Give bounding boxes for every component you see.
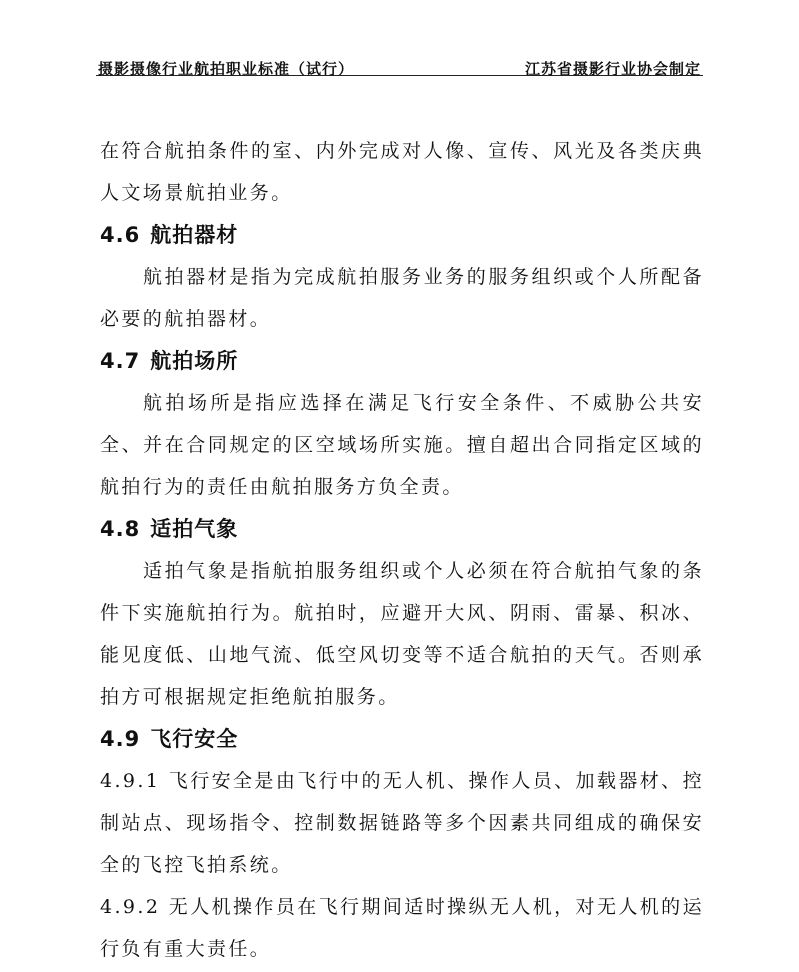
section-heading-4-9 [100,718,704,760]
section-title: 航拍器材 [150,223,239,247]
section-title: 航拍场所 [150,349,239,373]
section-number: 4.6 [100,223,141,247]
section-4-8-text: 适拍气象是指航拍服务组织或个人必须在符合航拍气象的条件下实施航拍行为。航拍时，应避开大风、阴雨、雷暴、积冰、能见度低、山地气流、低空风切变等不适合航拍的天气。否则承拍方可根据规定拒绝航拍服务。 [100,560,704,708]
section-title: 适拍气象 [150,517,239,541]
section-heading-4-6 [100,214,704,256]
section-heading-4-8 [100,508,704,550]
header-issuer: 江苏省摄影行业协会制定 [524,60,701,78]
section-number: 4.9 [100,727,141,751]
section-number: 4.7 [100,349,141,373]
header-divider [96,75,703,76]
section-4-7-text: 航拍场所是指应选择在满足飞行安全条件、不威胁公共安全、并在合同规定的区空域场所实施。擅自超出合同指定区域的航拍行为的责任由航拍服务方负全责。 [100,392,704,498]
section-4-6-text: 航拍器材是指为完成航拍服务业务的服务组织或个人所配备必要的航拍器材。 [100,266,704,330]
section-title: 飞行安全 [150,727,239,751]
clause-4-9-2: 4.9.2 无人机操作员在飞行期间适时操纵无人机，对无人机的运行负有重大责任。 [100,896,704,960]
clause-4-9-1: 4.9.1 飞行安全是由飞行中的无人机、操作人员、加载器材、控制站点、现场指令、控制数据链路等多个因素共同组成的确保安全的飞控飞拍系统。 [100,770,704,876]
document-body [100,130,704,970]
section-heading-4-7 [100,340,704,382]
paragraph-continued: 在符合航拍条件的室、内外完成对人像、宣传、风光及各类庆典人文场景航拍业务。 [100,140,704,204]
page-header [96,40,703,80]
header-standard-title: 摄影摄像行业航拍职业标准（试行） [98,60,355,78]
section-number: 4.8 [100,517,141,541]
